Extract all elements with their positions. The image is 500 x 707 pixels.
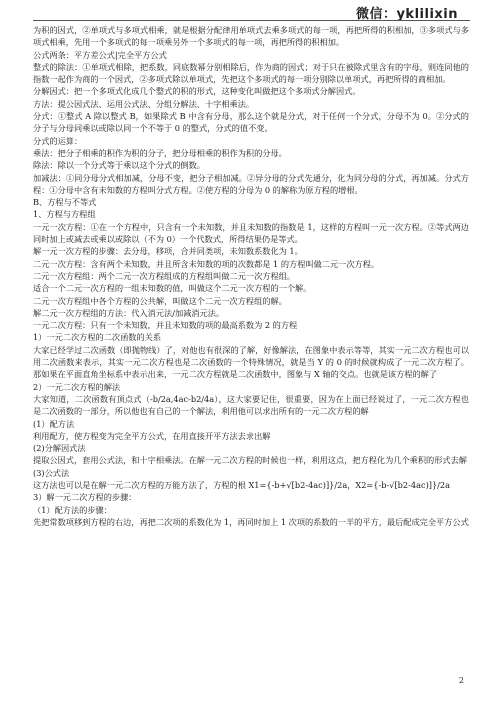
text-line: 乘法：把分子相乘的积作为积的分子，把分母相乘的积作为积的分母。 [33,147,287,158]
text-line: 这方法也可以是在解一元二次方程的万能方法了，方程的根 X1={-b+√[b2-4ac)]}/2a，X2={-b-√[b2-4ac)]}/2a [33,479,451,490]
section-heading: B、方程与不等式 [33,197,97,208]
text-line: 公式两条：平方差公式|完全平方公式 [33,49,167,60]
subsection-heading: (2)分解因式法 [33,443,86,454]
text-line: 先把常数项移到方程的右边，再把二次项的系数化为 1，再同时加上 1 次项的系数的一半的平方，最后配成完全平方公式 [33,516,469,527]
subsection-heading: 1）一元二次方程的二次函数的关系 [33,332,162,343]
header-rule [33,20,470,21]
subsection-heading: (3)公式法 [33,467,70,478]
text-line: 适合一个二元一次方程的一组未知数的值，叫做这个二元一次方程的一个解。 [33,283,312,294]
text-line: 为积的因式，②单项式与多项式相乘，就是根据分配律用单项式去乘多项式的每一项，再把所得的积相加，③多项式与多项式相乘，先用一个多项式的每一项乘另外一个多项式的每一项，再把所得的积相加。 [33,25,469,48]
text-line: 大家知道，二次函数有顶点式（-b/2a,4ac-b2/4a），这大家要记住，很重要，因为在上面已经说过了，一元二次方程也是二次函数的一部分，所以他也有自己的一个解法，利用他可以求出所有的一元二次方程的解 [33,393,469,417]
text-line: 大家已经学过二次函数（即抛物线）了，对他也有很深的了解，好像解法，在图象中表示等等，其实一元二次方程也可以用二次函数来表示，其实一元二次方程也是二次函数的一个特殊情况，就是当 Y 的 0 的时候就构成了一元二次方程了。那如果在平面直角坐标系中表示出来，一元二次方程就是二次函数中，图象与 X 轴的交点。也就是该方程的解了 [33,344,469,380]
text-line: 整式的除法：①单项式相除，把系数，同底数幂分别相除后，作为商的因式；对于只在被除式里含有的字母，则连同他的指数一起作为商的一个因式，②多项式除以单项式，先把这个多项式的每一项分别除以单项式，再把所得的商相加。 [33,61,469,85]
subsection-heading: 3）解一元二次方程的步骤： [33,492,137,503]
text-line: 提取公因式，套用公式法，和十字相乘法。在解一元二次方程的时候也一样，利用这点，把方程化为几个乘积的形式去解 [33,455,467,466]
text-line: 分式：①整式 A 除以整式 B，如果除式 B 中含有分母，那么这个就是分式，对于任何一个分式，分母不为 0。②分式的分子与分母同乘以或除以同一个不等于 0 的整式，分式的值不变。 [33,111,469,134]
text-line: 二元一次方程组中各个方程的公共解，叫做这个二元一次方程组的解。 [33,295,287,306]
text-line: 利用配方，使方程变为完全平方公式，在用直接开平方法去求出解 [33,430,271,441]
page-number: 2 [458,676,464,685]
subsection-heading: （1）配方法的步骤： [33,504,112,515]
text-line: 方法：提公因式法、运用公式法、分组分解法、十字相乘法。 [33,98,255,109]
text-line: 加减法：①同分母分式相加减，分母不变，把分子相加减。②异分母的分式先通分，化为同分母的分式，再加减。分式方程：①分母中含有未知数的方程叫分式方程。②使方程的分母为 0 的解称为原方程的增根。 [33,172,469,195]
text-line: 一元二次方程：只有一个未知数，并且未知数的项的最高系数为 2 的方程 [33,320,298,331]
text-line: 分解因式：把一个多项式化成几个整式的积的形式，这种变化叫做把这个多项式分解因式。 [33,86,361,97]
text-line: 解一元一次方程的步骤：去分母，移项，合并同类项，未知数系数化为 1。 [33,246,303,257]
watermark-label: 微信：yklilixin [355,7,458,22]
text-line: 除法：除以一个分式等于乘以这个分式的倒数。 [33,160,205,171]
subsection-heading: 2）一元二次方程的解法 [33,381,121,392]
text-line: 二元一次方程组：两个二元一次方程组成的方程组叫做二元一次方程组。 [33,270,296,281]
body-text [33,24,469,528]
text-line: 解二元一次方程组的方法：代入消元法/加减消元法。 [33,307,225,318]
subsection-heading: (1）配方法 [33,418,75,429]
text-line: 一元一次方程：①在一个方程中，只含有一个未知数，并且未知数的指数是 1，这样的方程叫一元一次方程。②等式两边同时加上或减去或乘以或除以（不为 0）一个代数式，所得结果仍是等式。 [33,221,469,245]
subsection-heading: 1、方程与方程组 [33,209,96,220]
text-line: 分式的运算： [33,135,83,146]
text-line: 二元一次方程：含有两个未知数，并且所含未知数的项的次数都是 1 的方程叫做二元一次方程。 [33,258,380,269]
